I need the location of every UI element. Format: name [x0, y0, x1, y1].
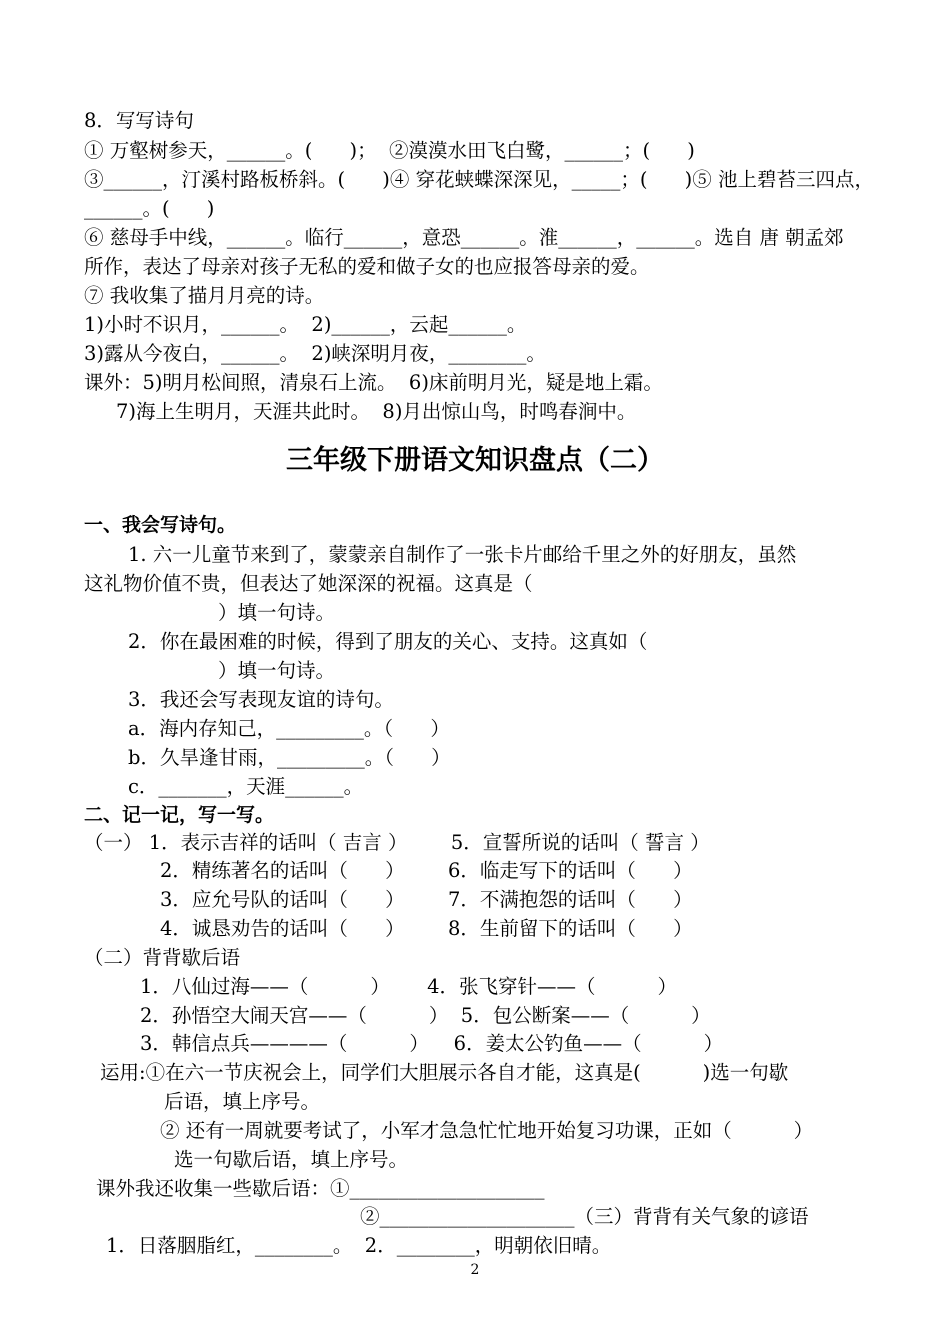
- xiehouyu-heading: （二）背背歇后语: [84, 946, 241, 969]
- question-line: 3．我还会写表现友谊的诗句。: [128, 688, 394, 711]
- xiehouyu-row: 1．八仙过海——（ ） 4．张飞穿针——（ ）: [140, 975, 677, 998]
- question-line: ）填一句诗。: [218, 659, 336, 682]
- proverb-line: 1．日落胭脂红，________。 2．________，明朝依旧晴。: [106, 1234, 612, 1257]
- question-line: a．海内存知己，_________。（ ）: [128, 717, 450, 740]
- poem-line: 所作，表达了母亲对孩子无私的爱和做子女的也应报答母亲的爱。: [84, 255, 650, 278]
- part-2-heading: 二、记一记，写一写。: [84, 804, 275, 826]
- page-number: 2: [470, 1262, 480, 1278]
- question-line: ）填一句诗。: [218, 601, 336, 624]
- poem-line: ⑥ 慈母手中线，______。临行______，意恐______。淮______，______。选自 唐 朝孟郊: [84, 226, 844, 249]
- question-line: 1. 六一儿童节来到了，蒙蒙亲自制作了一张卡片邮给千里之外的好朋友，虽然: [128, 543, 797, 566]
- vocab-row: （一） 1．表示吉祥的话叫（ 吉言 ） 5．宣誓所说的话叫（ 誓言 ）: [84, 831, 710, 854]
- part-1-heading: 一、我会写诗句。: [84, 514, 237, 536]
- poem-line: 1)小时不识月，______。 2)______，云起______。: [84, 313, 527, 336]
- vocab-row: 3．应允号队的话叫（ ） 7．不满抱怨的话叫（ ）: [160, 888, 693, 911]
- question-line: 这礼物价值不贵，但表达了她深深的祝福。这真是（: [84, 572, 533, 595]
- vocab-row: 4．诚恳劝告的话叫（ ） 8．生前留下的话叫（ ）: [160, 917, 693, 940]
- xiehouyu-row: 3．韩信点兵————（ ） 6．姜太公钓鱼——（ ）: [140, 1032, 724, 1055]
- poem-line: ③______，汀溪村路板桥斜。( )④ 穿花蛱蝶深深见，_____；( )⑤ 池上碧苔三四点，: [84, 168, 874, 191]
- poem-line: ⑦ 我收集了描月月亮的诗。: [84, 284, 325, 307]
- poem-line: 3)露从今夜白，______。 2)峡深明月夜，________。: [84, 342, 546, 365]
- question-line: b．久旱逢甘雨，_________。（ ）: [128, 746, 451, 769]
- usage-line: 选一句歇后语，填上序号。: [174, 1148, 409, 1171]
- vocab-row: 2．精练著名的话叫（ ） 6．临走写下的话叫（ ）: [160, 859, 693, 882]
- xiehouyu-row: 2．孙悟空大闹天宫——（ ） 5．包公断案——（ ）: [140, 1004, 711, 1027]
- usage-line: 运用:①在六一节庆祝会上，同学们大胆展示各自才能，这真是( )选一句歇: [100, 1061, 789, 1084]
- extra-line: ②____________________（三）背背有关气象的谚语: [360, 1205, 809, 1228]
- usage-line: ② 还有一周就要考试了，小军才急急忙忙地开始复习功课，正如（ ）: [160, 1119, 814, 1142]
- page-title: 三年级下册语文知识盘点（二）: [286, 445, 664, 476]
- poem-line: ① 万壑树参天，______。( )； ②漠漠水田飞白鹭，______；( ): [84, 139, 695, 162]
- question-line: c．_______，天涯______。: [128, 775, 364, 798]
- usage-line: 后语，填上序号。: [164, 1090, 321, 1113]
- poem-line: ______。( ): [84, 197, 215, 220]
- poem-line: 课外：5)明月松间照，清泉石上流。 6)床前明月光，疑是地上霜。: [84, 371, 663, 394]
- extra-line: 课外我还收集一些歇后语：①____________________: [96, 1177, 545, 1200]
- section-8-heading: 8．写写诗句: [84, 109, 194, 132]
- poem-line: 7)海上生明月，天涯共此时。 8)月出惊山鸟，时鸣春涧中。: [116, 400, 637, 423]
- question-line: 2．你在最困难的时候，得到了朋友的关心、支持。这真如（: [128, 630, 648, 653]
